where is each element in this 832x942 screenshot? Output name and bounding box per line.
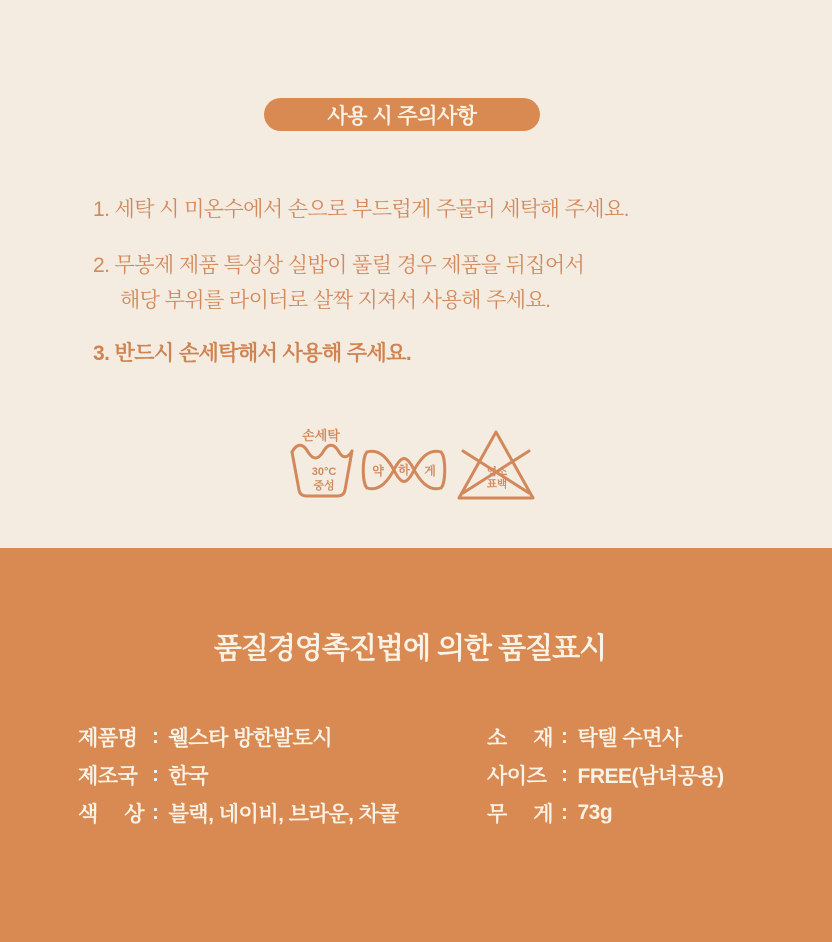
spec-row-size xyxy=(487,756,724,794)
spec-row-product-name xyxy=(78,718,398,756)
precautions-badge xyxy=(264,98,540,131)
spec-colon: : xyxy=(152,725,159,748)
spec-column-left xyxy=(78,718,398,832)
precaution-item-1 xyxy=(93,192,802,227)
spec-row-weight xyxy=(487,794,724,832)
precaution-line: 2. 무봉제 제품 특성상 실밥이 풀릴 경우 제품을 뒤집어서 xyxy=(93,254,585,277)
quality-title: 품질경영촉진법에 의한 품질표시 xyxy=(213,633,607,665)
no-chlorine-bleach-icon xyxy=(454,426,538,508)
no-bleach-line-1: 염소 xyxy=(486,466,508,478)
spec-label: 색 상 xyxy=(78,803,144,826)
spec-value: 웰스타 방한발토시 xyxy=(168,727,333,750)
wring-char-2: 하 xyxy=(398,463,410,477)
spec-label: 소 재 xyxy=(487,727,553,750)
spec-colon: : xyxy=(152,801,159,824)
spec-label: 무 게 xyxy=(487,803,553,826)
wring-char-1: 약 xyxy=(372,464,384,478)
precautions-badge-label: 사용 시 주의사항 xyxy=(327,104,477,128)
spec-value: FREE(남녀공용) xyxy=(577,765,724,788)
hand-wash-icon xyxy=(287,426,357,508)
hand-wash-title: 손세탁 xyxy=(302,428,340,443)
wring-char-3: 게 xyxy=(424,464,436,478)
quality-section xyxy=(0,548,832,942)
spec-label: 사이즈 xyxy=(487,765,547,788)
hand-wash-detergent: 중성 xyxy=(313,480,335,492)
spec-value: 블랙, 네이비, 브라운, 차콜 xyxy=(168,803,399,826)
precaution-item-3 xyxy=(93,336,802,371)
precaution-line: 1. 세탁 시 미온수에서 손으로 부드럽게 주물러 세탁해 주세요. xyxy=(93,198,629,221)
spec-colon: : xyxy=(561,801,568,824)
spec-value: 한국 xyxy=(168,765,209,788)
spec-row-country xyxy=(78,756,398,794)
spec-value: 73g xyxy=(577,801,613,824)
precaution-line: 해당 부위를 라이터로 살짝 지져서 사용해 주세요. xyxy=(120,289,551,312)
spec-label: 제품명 xyxy=(78,727,138,750)
wring-gently-icon xyxy=(360,444,448,496)
spec-colon: : xyxy=(152,763,159,786)
precaution-line: 3. 반드시 손세탁해서 사용해 주세요. xyxy=(93,342,412,365)
precaution-item-2 xyxy=(93,248,802,318)
spec-value: 탁텔 수면사 xyxy=(577,727,682,750)
spec-row-material xyxy=(487,718,724,756)
hand-wash-temp: 30°C xyxy=(311,466,337,478)
spec-label: 제조국 xyxy=(78,765,138,788)
spec-colon: : xyxy=(561,763,568,786)
no-bleach-line-2: 표백 xyxy=(486,478,508,490)
spec-column-right xyxy=(487,718,724,832)
spec-row-color xyxy=(78,794,398,832)
spec-colon: : xyxy=(561,725,568,748)
